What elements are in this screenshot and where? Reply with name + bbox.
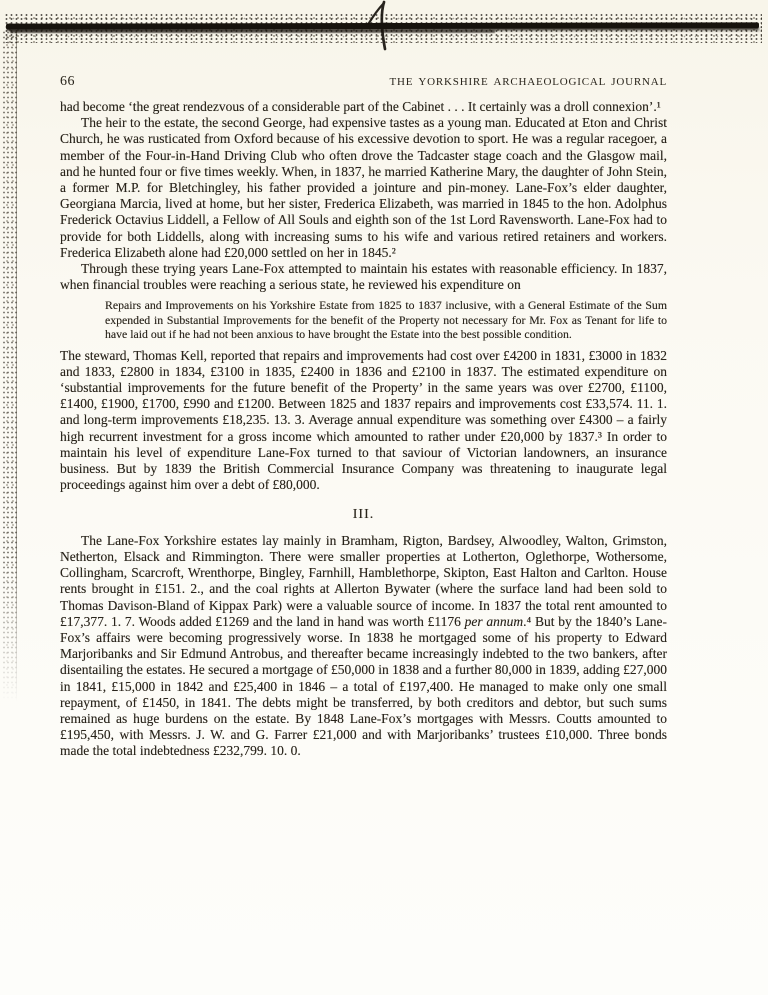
paragraph-yorkshire-estates <box>60 533 667 760</box>
page-number: 66 <box>60 74 75 89</box>
paragraph-steward-kell: The steward, Thomas Kell, reported that repairs and improvements had cost over £4200 in 1831, £3000 in 1832 and 1833, £2800 in 1834, £3100 in 1835, £2400 in 1836 and £2100 in 1837. The estimated expenditure on ‘substantial improvements for the future benefit of the Property’ in the same years was over £2700, £1100, £1400, £1900, £1700, £990 and £1200. Between 1825 and 1837 repairs and improvements cost £33,574. 11. 1. and long-term improvements £18,235. 13. 3. Average annual expenditure was something over £4300 – a fairly high recurrent investment for a gross income which amounted to rather under £20,000 by 1837.³ In order to maintain his level of expenditure Lane-Fox turned to that saviour of Victorian landowners, an insurance business. But by 1839 the British Commercial Insurance Company was threatening to inaugurate legal proceedings against him over a debt of £80,000. <box>60 347 667 493</box>
paragraph-expenditure-intro: Through these trying years Lane-Fox attempted to maintain his estates with reasonable efficiency. In 1837, when financial troubles were reaching a serious state, he reviewed his expenditure on <box>60 261 667 293</box>
journal-title: THE YORKSHIRE ARCHAEOLOGICAL JOURNAL <box>389 76 667 88</box>
scan-edge-speckle <box>2 30 17 702</box>
page-body <box>60 99 667 760</box>
block-quotation-repairs: Repairs and Improvements on his Yorkshire Estate from 1825 to 1837 inclusive, with a General Estimate of the Sum expended in Substantial Improvements for the benefit of the Property not necessary for Mr. Fox as Tenant for life to have laid out if he had not been anxious to have brought the Estate into the best possible condition. <box>105 298 667 342</box>
page-header <box>60 74 667 90</box>
section-heading-iii: III. <box>352 507 375 523</box>
handwritten-cross-mark-icon <box>358 0 408 54</box>
paragraph-cabinet-quote: had become ‘the great rendezvous of a considerable part of the Cabinet . . . It certainly was a droll connexion’.¹ <box>60 99 661 114</box>
paragraph-heir-george: The heir to the estate, the second George, had expensive tastes as a young man. Educated at Eton and Christ Church, he was rusticated from Oxford because of his excessive devotion to sport. He was a regular racegoer, a member of the Four-in-Hand Driving Club who often drove the Tadcaster stage coach and the Glasgow mail, and he hunted four or five times weekly. When, in 1837, he married Katherine Mary, the daughter of John Stein, a former M.P. for Bletchingley, his father provided a jointure and pin-money. Lane-Fox’s elder daughter, Georgiana Marcia, lived at home, but her sister, Frederica Elizabeth, was married in 1845 to the hon. Adolphus Frederick Octavius Liddell, a Fellow of All Souls and eighth son of the 1st Lord Ravensworth. Lane-Fox had to provide for both Liddells, along with increasing sums to his wife and various retired retainers and workers. Frederica Elizabeth alone had £20,000 settled on her in 1845.² <box>60 115 667 260</box>
estates-text-before-latin: The Lane-Fox Yorkshire estates lay mainly in Bramham, Rigton, Bardsey, Alwoodley, Walton, Grimston, Netherton, Elsack and Rimmington. There were smaller properties at Lotherton, Oglethorpe, Wothersome, Collingham, Scarcroft, Wrenthorpe, Bingley, Farnhill, Hamblethorpe, Skipton, East Halton and Carlton. House rents brought in £151. 2., and the coal rights at Allerton Bywater (where the surface land had been sold to Thomas Davison-Bland of Kippax Park) were a valuable source of income. In 1837 the total rent amounted to £17,377. 1. 7. Woods added £1269 and the land in hand was worth £1176 <box>60 532 667 629</box>
latin-phrase-italic: per annum <box>464 613 524 629</box>
estates-text-after-latin: .⁴ But by the 1840’s Lane-Fox’s affairs were becoming progressively worse. In 1838 he mortgaged some of his property to Edward Marjoribanks and Sir Edmund Antrobus, and thereafter became increasingly indebted to the two bankers, after disentailing the estates. He secured a mortgage of £50,000 in 1838 and a further 80,000 in 1839, adding £27,000 in 1841, £15,000 in 1842 and £25,400 in 1846 – a total of £197,400. He managed to make only one small repayment, of £1450, in 1841. The debts might be transferred, by both creditors and debtor, but such sums remained as huge burdens on the estate. By 1848 Lane-Fox’s mortgages with Messrs. Coutts amounted to £195,450, with Messrs. J. W. and G. Farrer £21,000 and with Marjoribanks’ trustees £10,000. Three bonds made the total indebtedness £232,799. 10. 0. <box>60 613 667 759</box>
